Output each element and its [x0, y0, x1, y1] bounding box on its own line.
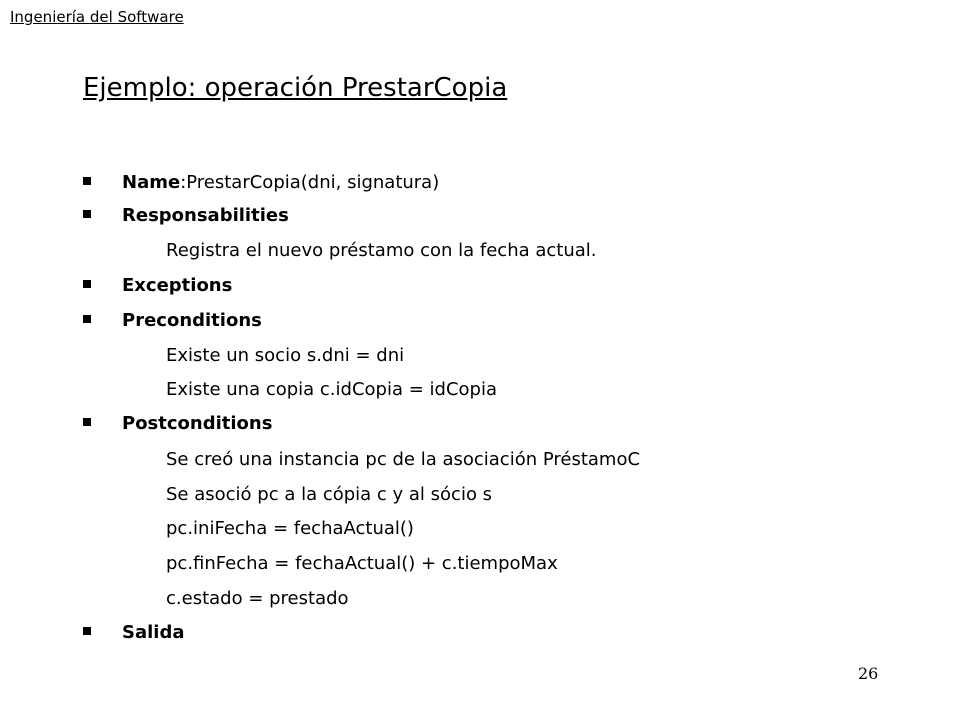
- name-value: :PrestarCopia(dni, signatura): [180, 172, 440, 193]
- postcondition-line: c.estado = prestado: [166, 588, 349, 609]
- list-item-name: [83, 172, 439, 193]
- course-header: Ingeniería del Software: [10, 8, 184, 26]
- postconditions-label: Postconditions: [122, 413, 273, 434]
- square-bullet-icon: [83, 210, 91, 218]
- page-number: 26: [858, 664, 879, 683]
- responsabilities-line: Registra el nuevo préstamo con la fecha actual.: [166, 240, 597, 261]
- postcondition-line: pc.iniFecha = fechaActual(): [166, 518, 414, 539]
- square-bullet-icon: [83, 177, 91, 185]
- square-bullet-icon: [83, 280, 91, 288]
- salida-label: Salida: [122, 622, 185, 643]
- postcondition-line: Se creó una instancia pc de la asociación PréstamoC: [166, 449, 641, 470]
- exceptions-label: Exceptions: [122, 275, 233, 296]
- name-label: Name: [122, 172, 181, 193]
- precondition-line: Existe un socio s.dni = dni: [166, 345, 405, 366]
- list-item-salida: [83, 622, 184, 643]
- responsabilities-label: Responsabilities: [122, 205, 289, 226]
- list-item-preconditions: [83, 310, 262, 331]
- square-bullet-icon: [83, 418, 91, 426]
- postcondition-line: pc.finFecha = fechaActual() + c.tiempoMax: [166, 553, 558, 574]
- slide-title: Ejemplo: operación PrestarCopia: [83, 73, 508, 103]
- square-bullet-icon: [83, 627, 91, 635]
- preconditions-label: Preconditions: [122, 310, 262, 331]
- list-item-postconditions: [83, 413, 272, 434]
- precondition-line: Existe una copia c.idCopia = idCopia: [166, 379, 497, 400]
- square-bullet-icon: [83, 315, 91, 323]
- list-item-exceptions: [83, 275, 232, 296]
- postcondition-line: Se asoció pc a la cópia c y al sócio s: [166, 484, 493, 505]
- list-item-responsabilities: [83, 205, 289, 226]
